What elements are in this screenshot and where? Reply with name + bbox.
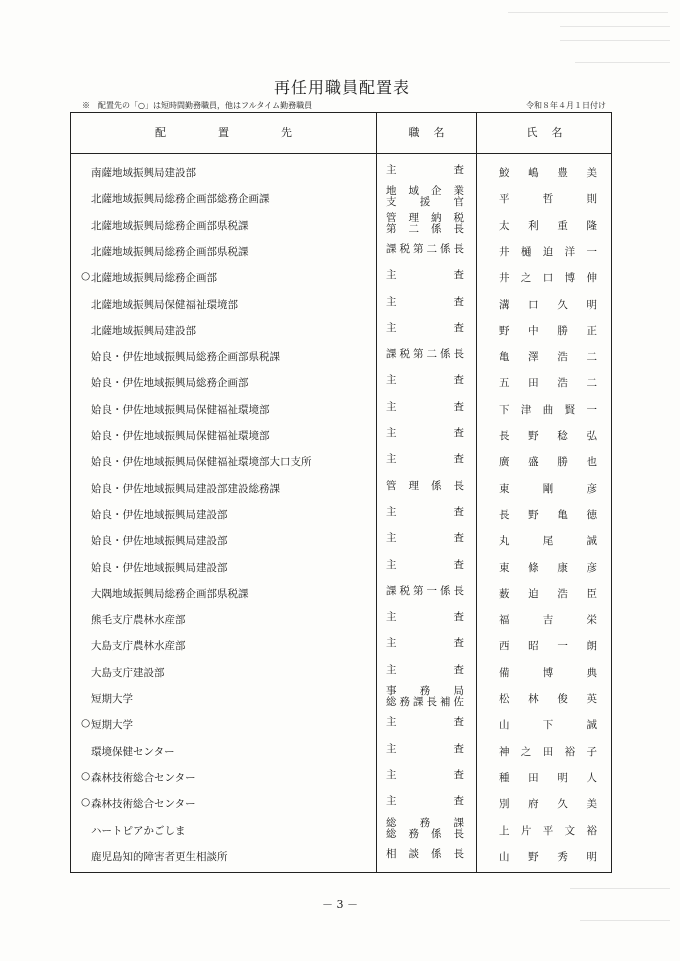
placement-cell: 大島支庁農林水産部: [91, 640, 186, 653]
placement-cell: 環境保健センター: [91, 745, 175, 758]
staff-name-cell: 備博典: [499, 666, 597, 679]
position-cell: [386, 770, 464, 781]
position-line: 主 査: [386, 637, 464, 650]
position-cell: [386, 818, 464, 840]
staff-name-cell: 東條康彦: [499, 561, 597, 574]
position-line: 第二係長: [386, 222, 464, 235]
staff-name-cell: 東剛彦: [499, 482, 597, 495]
staff-name-cell: 鮫嶋豊美: [499, 167, 597, 179]
position-line: 総務課長補佐: [386, 696, 464, 708]
position-line: 課税第二係長: [386, 242, 464, 255]
position-line: 主 査: [386, 453, 464, 466]
placement-cell: 大島支庁建設部: [91, 666, 165, 679]
position-line: 主 査: [386, 795, 464, 808]
position-line: 主 査: [386, 295, 464, 308]
staff-name-cell: 薮迫浩臣: [499, 587, 597, 600]
header-placement: 配置先: [155, 126, 344, 139]
placement-cell: 姶良・伊佐地域振興局総務企画部: [91, 377, 249, 390]
staff-name-cell: 野中勝正: [499, 324, 597, 337]
position-cell: [386, 244, 464, 255]
staff-name-cell: 太利重隆: [499, 219, 597, 232]
position-line: 主 査: [386, 269, 464, 282]
column-divider: [376, 113, 377, 872]
position-cell: [386, 744, 464, 755]
position-cell: [386, 428, 464, 439]
position-cell: [386, 796, 464, 807]
position-cell: [386, 323, 464, 334]
header-name: 氏名: [526, 126, 577, 139]
position-line: 地域企業: [386, 185, 464, 198]
placement-cell: ハートピアかごしま: [91, 824, 186, 837]
placement-cell: 北薩地域振興局保健福祉環境部: [91, 298, 238, 311]
position-cell: [386, 481, 464, 492]
placement-cell: 短期大学: [91, 693, 133, 705]
placement-cell: 南薩地域振興局建設部: [91, 167, 196, 179]
position-line: 主 査: [386, 768, 464, 781]
position-line: 主 査: [386, 532, 464, 545]
position-cell: [386, 213, 464, 235]
column-divider: [476, 113, 477, 872]
staff-name-cell: 井樋迫洋一: [499, 245, 597, 258]
placement-cell: 北薩地域振興局建設部: [91, 324, 196, 337]
position-line: 課税第一係長: [386, 584, 464, 597]
document-title: 再任用職員配置表: [273, 78, 410, 97]
position-line: 主 査: [386, 427, 464, 439]
placement-cell: 北薩地域振興局総務企画部県税課: [91, 245, 249, 258]
page-number: － 3 －: [322, 898, 358, 911]
position-cell: [386, 186, 464, 208]
staff-name-cell: 松林俊英: [499, 693, 597, 705]
placement-cell: 姶良・伊佐地域振興局建設部建設総務課: [91, 482, 280, 495]
position-line: 管理納税: [386, 211, 464, 224]
staff-name-cell: 下津曲賢一: [499, 403, 597, 416]
staff-name-cell: 上片平文裕: [499, 824, 597, 837]
position-cell: [386, 270, 464, 281]
position-cell: [386, 533, 464, 544]
placement-cell: 姶良・伊佐地域振興局総務企画部県税課: [91, 351, 280, 364]
position-line: 事務局: [386, 685, 464, 697]
placement-cell: 鹿児島知的障害者更生相談所: [91, 850, 228, 863]
staff-name-cell: 山野秀明: [499, 850, 597, 863]
placement-cell: 姶良・伊佐地域振興局建設部: [91, 561, 228, 574]
position-cell: [386, 454, 464, 465]
placement-cell: 短期大学: [91, 719, 133, 732]
staff-name-cell: 井之口博伸: [499, 272, 597, 285]
position-cell: [386, 849, 464, 860]
position-cell: [386, 349, 464, 360]
position-cell: [386, 612, 464, 623]
placement-cell: 熊毛支庁農林水産部: [91, 614, 186, 627]
short-time-mark: ○: [81, 769, 91, 782]
position-line: 主 査: [386, 505, 464, 518]
staff-name-cell: 山下誠: [499, 719, 597, 732]
staff-name-cell: 丸尾誠: [499, 535, 597, 548]
position-line: 主 査: [386, 164, 464, 176]
placement-cell: 姶良・伊佐地域振興局建設部: [91, 535, 228, 548]
position-line: 主 査: [386, 663, 464, 676]
placement-cell: 北薩地域振興局総務企画部: [91, 272, 217, 285]
position-line: 支援官: [386, 196, 464, 209]
position-line: 総務課: [386, 816, 464, 829]
position-cell: [386, 638, 464, 649]
staff-name-cell: 神之田裕子: [499, 745, 597, 758]
placement-cell: 北薩地域振興局総務企画部県税課: [91, 219, 249, 232]
position-cell: [386, 560, 464, 571]
placement-cell: 大隅地域振興局総務企画部県税課: [91, 587, 249, 600]
position-cell: [386, 686, 464, 708]
position-line: 課税第二係長: [386, 348, 464, 361]
staff-placement-table: [70, 112, 612, 873]
short-time-mark: ○: [81, 717, 91, 730]
position-cell: [386, 586, 464, 597]
position-cell: [386, 375, 464, 386]
position-line: 相談係長: [386, 847, 464, 860]
position-line: 主 査: [386, 611, 464, 624]
effective-date: 令和８年４月１日付け: [526, 101, 606, 110]
staff-name-cell: 亀澤浩二: [499, 351, 597, 364]
staff-name-cell: 福吉栄: [499, 614, 597, 627]
staff-name-cell: 種田明人: [499, 771, 597, 784]
staff-name-cell: 西昭一朗: [499, 640, 597, 653]
staff-name-cell: 別府久美: [499, 798, 597, 811]
placement-cell: 森林技術総合センター: [91, 771, 196, 784]
position-cell: [386, 297, 464, 308]
position-line: 主 査: [386, 374, 464, 387]
position-cell: [386, 402, 464, 413]
position-line: 主 査: [386, 321, 464, 334]
staff-name-cell: 溝口久明: [499, 298, 597, 311]
legend-note: ※ 配置先の「○」は短時間勤務職員，他はフルタイム勤務職員: [82, 101, 313, 110]
short-time-mark: ○: [81, 796, 91, 809]
short-time-mark: ○: [81, 270, 91, 283]
placement-cell: 姶良・伊佐地域振興局保健福祉環境部: [91, 403, 270, 416]
position-line: 主 査: [386, 400, 464, 413]
header-position: 職名: [408, 126, 459, 139]
position-line: 主 査: [386, 742, 464, 755]
position-line: 主 査: [386, 716, 464, 729]
placement-cell: 姶良・伊佐地域振興局保健福祉環境部大口支所: [91, 456, 312, 469]
position-cell: [386, 717, 464, 728]
placement-cell: 姶良・伊佐地域振興局建設部: [91, 508, 228, 521]
placement-cell: 北薩地域振興局総務企画部総務企画課: [91, 193, 270, 206]
header-divider: [71, 153, 611, 154]
position-cell: [386, 165, 464, 176]
staff-name-cell: 五田浩二: [499, 377, 597, 390]
staff-name-cell: 長野亀徳: [499, 508, 597, 521]
staff-name-cell: 廣盛勝也: [499, 456, 597, 469]
placement-cell: 姶良・伊佐地域振興局保健福祉環境部: [91, 430, 270, 442]
position-cell: [386, 507, 464, 518]
staff-name-cell: 長野稔弘: [499, 430, 597, 442]
position-line: 管理係長: [386, 479, 464, 492]
position-line: 総務係長: [386, 827, 464, 840]
position-cell: [386, 665, 464, 676]
staff-name-cell: 平哲則: [499, 193, 597, 206]
position-line: 主 査: [386, 558, 464, 571]
placement-cell: 森林技術総合センター: [91, 798, 196, 811]
